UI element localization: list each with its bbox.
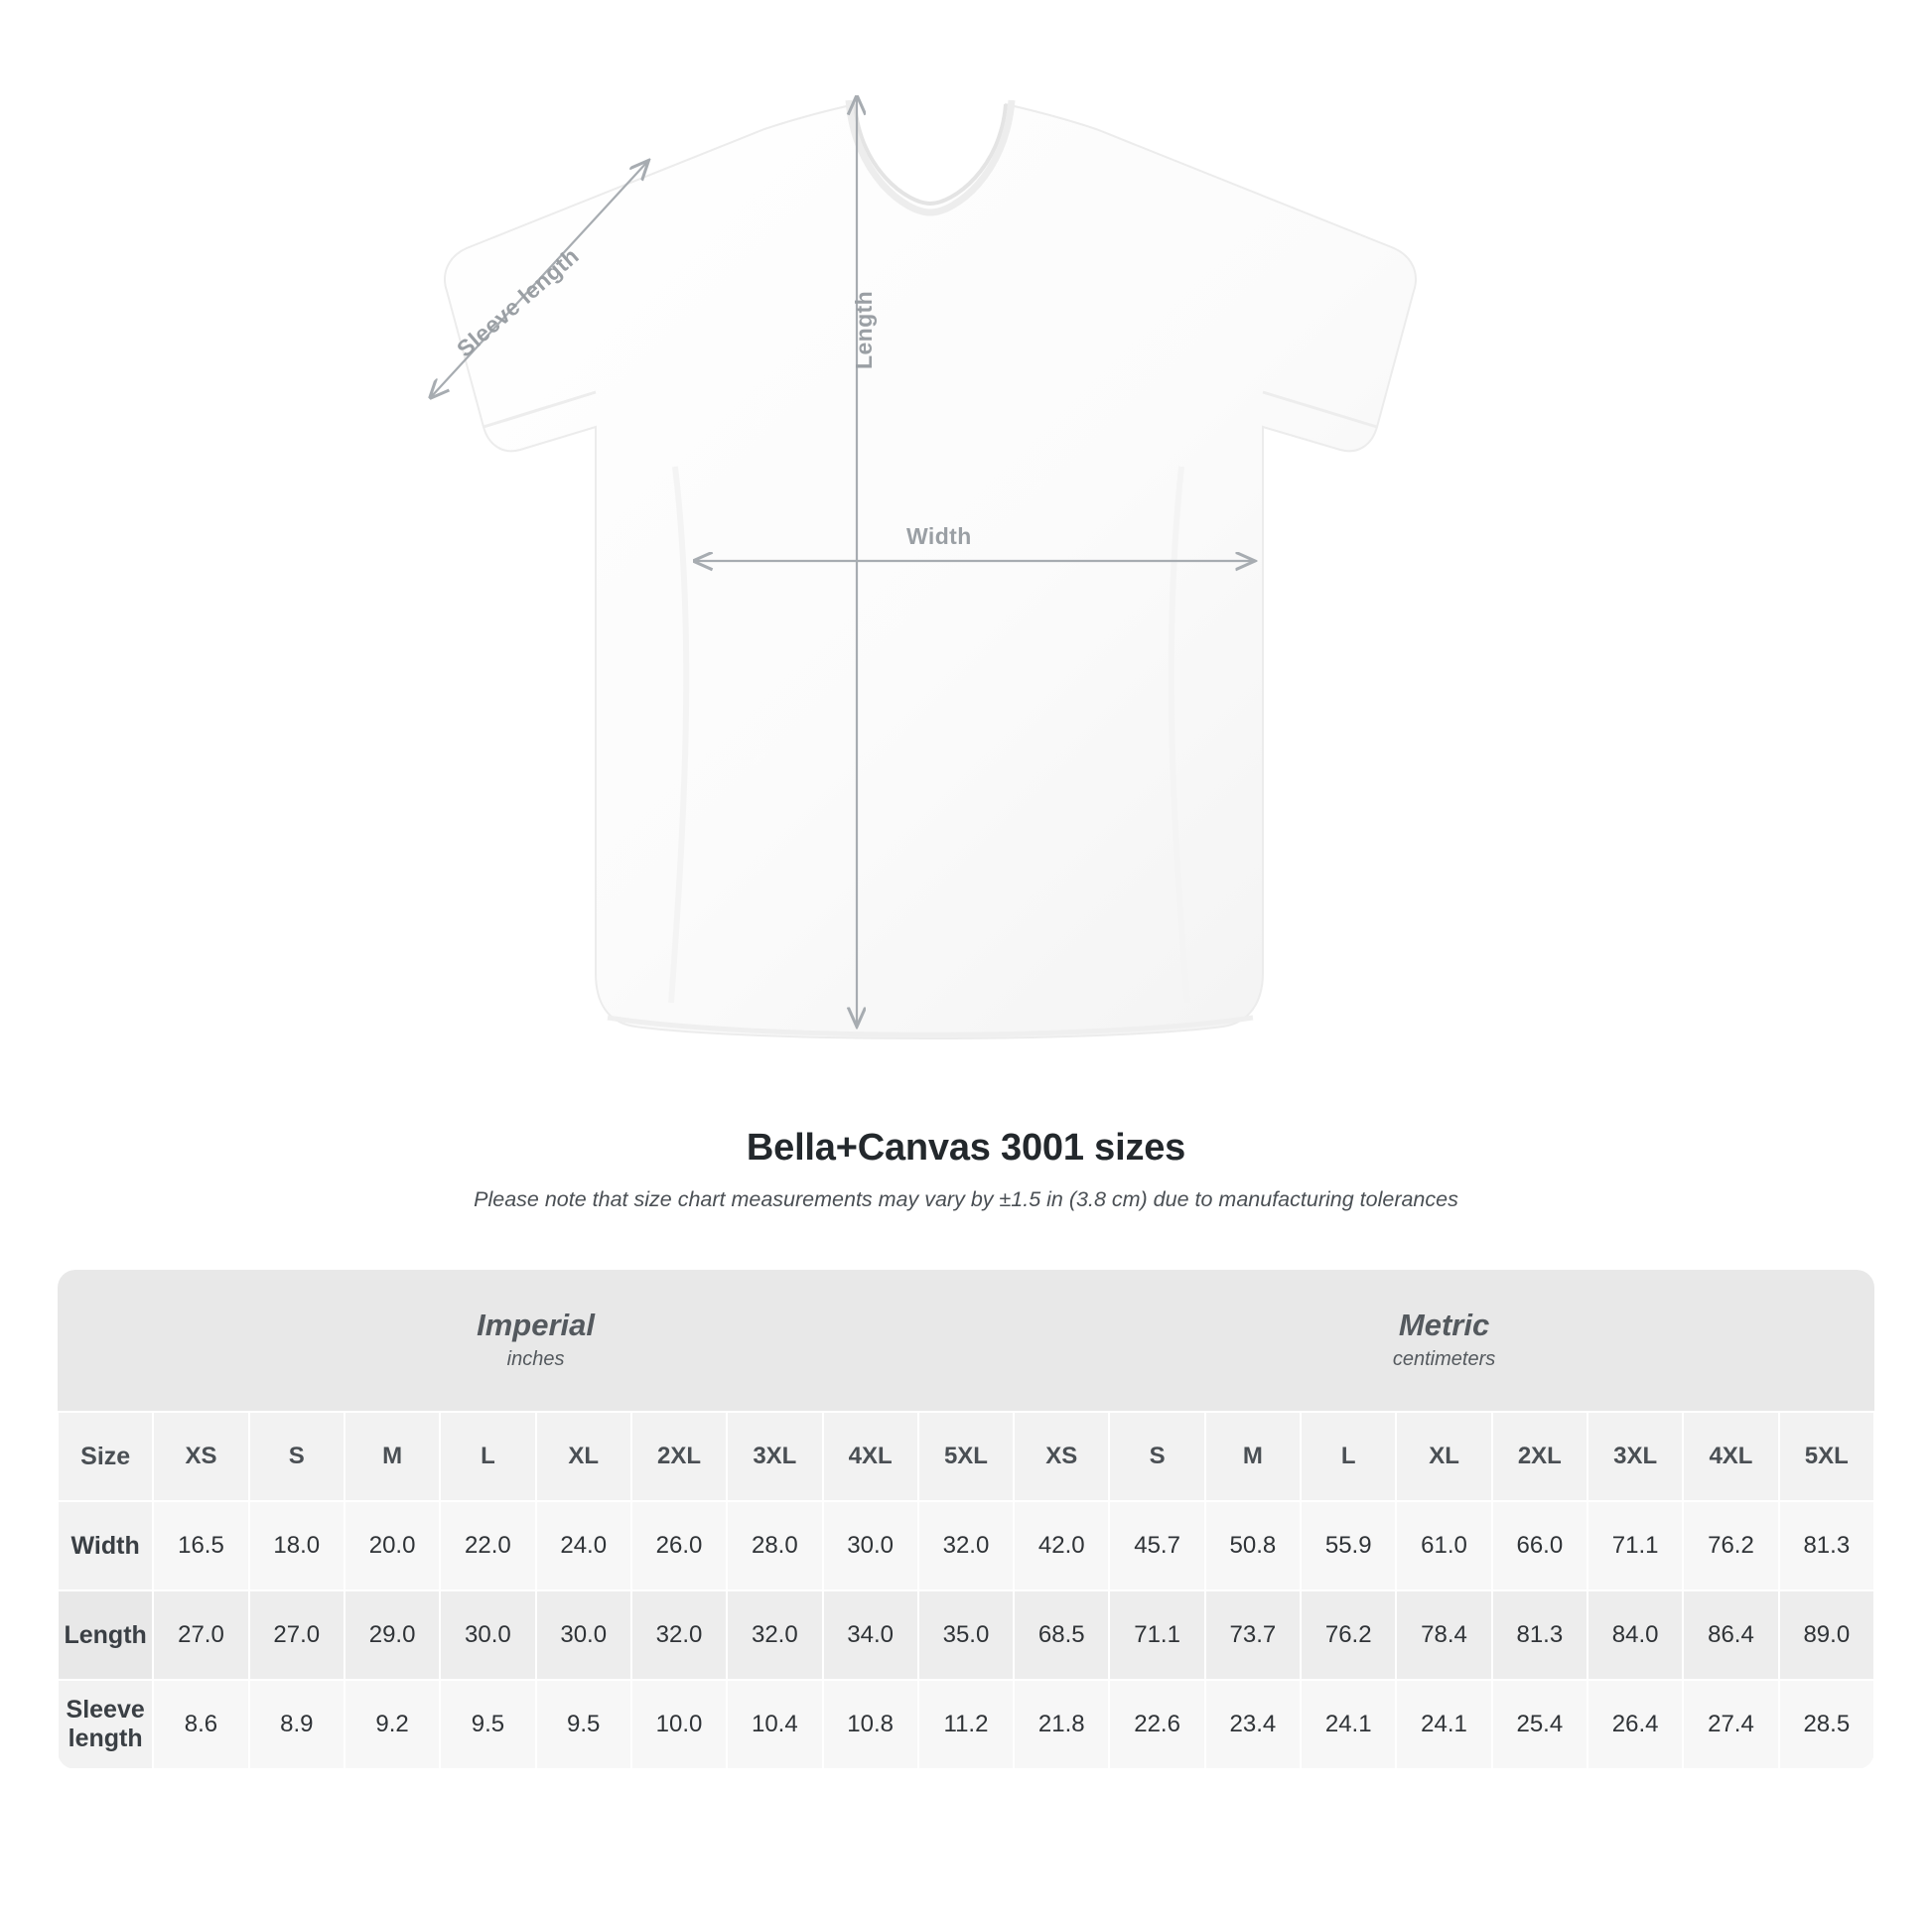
cell-length: 32.0 (631, 1590, 727, 1680)
cell-length: 27.0 (153, 1590, 248, 1680)
size-header-cell: L (440, 1412, 535, 1501)
table-row (58, 1680, 1874, 1769)
cell-length: 29.0 (345, 1590, 440, 1680)
cell-length: 27.0 (249, 1590, 345, 1680)
cell-length: 68.5 (1014, 1590, 1109, 1680)
size-header-cell: 4XL (823, 1412, 918, 1501)
size-header-cell: XS (153, 1412, 248, 1501)
size-header-cell: 4XL (1683, 1412, 1778, 1501)
cell-sleeve-length: 9.5 (440, 1680, 535, 1769)
cell-sleeve-length: 9.2 (345, 1680, 440, 1769)
cell-length: 78.4 (1396, 1590, 1491, 1680)
cell-width: 26.0 (631, 1501, 727, 1590)
cell-width: 24.0 (536, 1501, 631, 1590)
cell-width: 76.2 (1683, 1501, 1778, 1590)
width-dimension-label: Width (906, 523, 972, 549)
cell-sleeve-length: 27.4 (1683, 1680, 1778, 1769)
title-block (0, 1127, 1932, 1212)
cell-sleeve-length: 24.1 (1301, 1680, 1396, 1769)
size-header-cell: XL (536, 1412, 631, 1501)
cell-sleeve-length: 26.4 (1587, 1680, 1683, 1769)
size-header-cell: XL (1396, 1412, 1491, 1501)
size-header-row (58, 1412, 1874, 1501)
size-table-wrapper (57, 1270, 1875, 1770)
cell-sleeve-length: 11.2 (918, 1680, 1014, 1769)
page-title: Bella+Canvas 3001 sizes (746, 1127, 1186, 1169)
size-header-cell: 5XL (918, 1412, 1014, 1501)
unit-cell-metric (1014, 1270, 1874, 1412)
cell-sleeve-length: 10.8 (823, 1680, 918, 1769)
cell-length: 34.0 (823, 1590, 918, 1680)
size-header-cell: 2XL (631, 1412, 727, 1501)
cell-sleeve-length: 10.4 (727, 1680, 822, 1769)
size-table (57, 1270, 1875, 1770)
cell-width: 50.8 (1205, 1501, 1301, 1590)
tolerance-note: Please note that size chart measurements may vary by ±1.5 in (3.8 cm) due to manufacturing tolerances (474, 1187, 1458, 1211)
length-dimension-label: Length (851, 290, 877, 369)
table-row (58, 1590, 1874, 1680)
cell-width: 18.0 (249, 1501, 345, 1590)
cell-width: 61.0 (1396, 1501, 1491, 1590)
cell-length: 81.3 (1492, 1590, 1587, 1680)
cell-width: 28.0 (727, 1501, 822, 1590)
size-header-cell: S (249, 1412, 345, 1501)
unit-name-imperial: Imperial (477, 1307, 595, 1342)
unit-header-row (58, 1270, 1874, 1412)
cell-length: 32.0 (727, 1590, 822, 1680)
size-header-cell: 2XL (1492, 1412, 1587, 1501)
cell-length: 35.0 (918, 1590, 1014, 1680)
size-header-cell: M (345, 1412, 440, 1501)
cell-width: 32.0 (918, 1501, 1014, 1590)
cell-sleeve-length: 9.5 (536, 1680, 631, 1769)
cell-length: 86.4 (1683, 1590, 1778, 1680)
cell-length: 84.0 (1587, 1590, 1683, 1680)
cell-width: 16.5 (153, 1501, 248, 1590)
cell-sleeve-length: 8.9 (249, 1680, 345, 1769)
cell-width: 55.9 (1301, 1501, 1396, 1590)
unit-name-metric: Metric (1398, 1307, 1490, 1342)
shirt-shape (445, 100, 1416, 1038)
size-header-cell: M (1205, 1412, 1301, 1501)
cell-width: 30.0 (823, 1501, 918, 1590)
cell-sleeve-length: 22.6 (1109, 1680, 1204, 1769)
cell-sleeve-length: 21.8 (1014, 1680, 1109, 1769)
row-label-length: Length (58, 1590, 153, 1680)
cell-width: 81.3 (1779, 1501, 1874, 1590)
size-header-cell: 3XL (727, 1412, 822, 1501)
size-header-cell: XS (1014, 1412, 1109, 1501)
cell-sleeve-length: 28.5 (1779, 1680, 1874, 1769)
cell-width: 71.1 (1587, 1501, 1683, 1590)
row-label-width: Width (58, 1501, 153, 1590)
unit-cell-imperial (58, 1270, 1014, 1412)
cell-width: 66.0 (1492, 1501, 1587, 1590)
cell-length: 89.0 (1779, 1590, 1874, 1680)
cell-width: 22.0 (440, 1501, 535, 1590)
cell-length: 73.7 (1205, 1590, 1301, 1680)
row-label-sleeve-length: Sleeve length (58, 1680, 153, 1769)
size-header-cell: 5XL (1779, 1412, 1874, 1501)
cell-sleeve-length: 10.0 (631, 1680, 727, 1769)
cell-width: 20.0 (345, 1501, 440, 1590)
cell-sleeve-length: 23.4 (1205, 1680, 1301, 1769)
cell-sleeve-length: 24.1 (1396, 1680, 1491, 1769)
cell-sleeve-length: 8.6 (153, 1680, 248, 1769)
cell-length: 30.0 (536, 1590, 631, 1680)
unit-sub-imperial: inches (506, 1348, 565, 1371)
cell-length: 76.2 (1301, 1590, 1396, 1680)
size-header-cell: S (1109, 1412, 1204, 1501)
size-header-cell: L (1301, 1412, 1396, 1501)
cell-width: 42.0 (1014, 1501, 1109, 1590)
sleeve-length-dimension-label: Sleeve length (452, 242, 584, 362)
cell-width: 45.7 (1109, 1501, 1204, 1590)
cell-length: 30.0 (440, 1590, 535, 1680)
cell-sleeve-length: 25.4 (1492, 1680, 1587, 1769)
table-row (58, 1501, 1874, 1590)
cell-length: 71.1 (1109, 1590, 1204, 1680)
size-header-cell: 3XL (1587, 1412, 1683, 1501)
unit-sub-metric: centimeters (1392, 1348, 1496, 1371)
size-header-label: Size (58, 1412, 153, 1501)
